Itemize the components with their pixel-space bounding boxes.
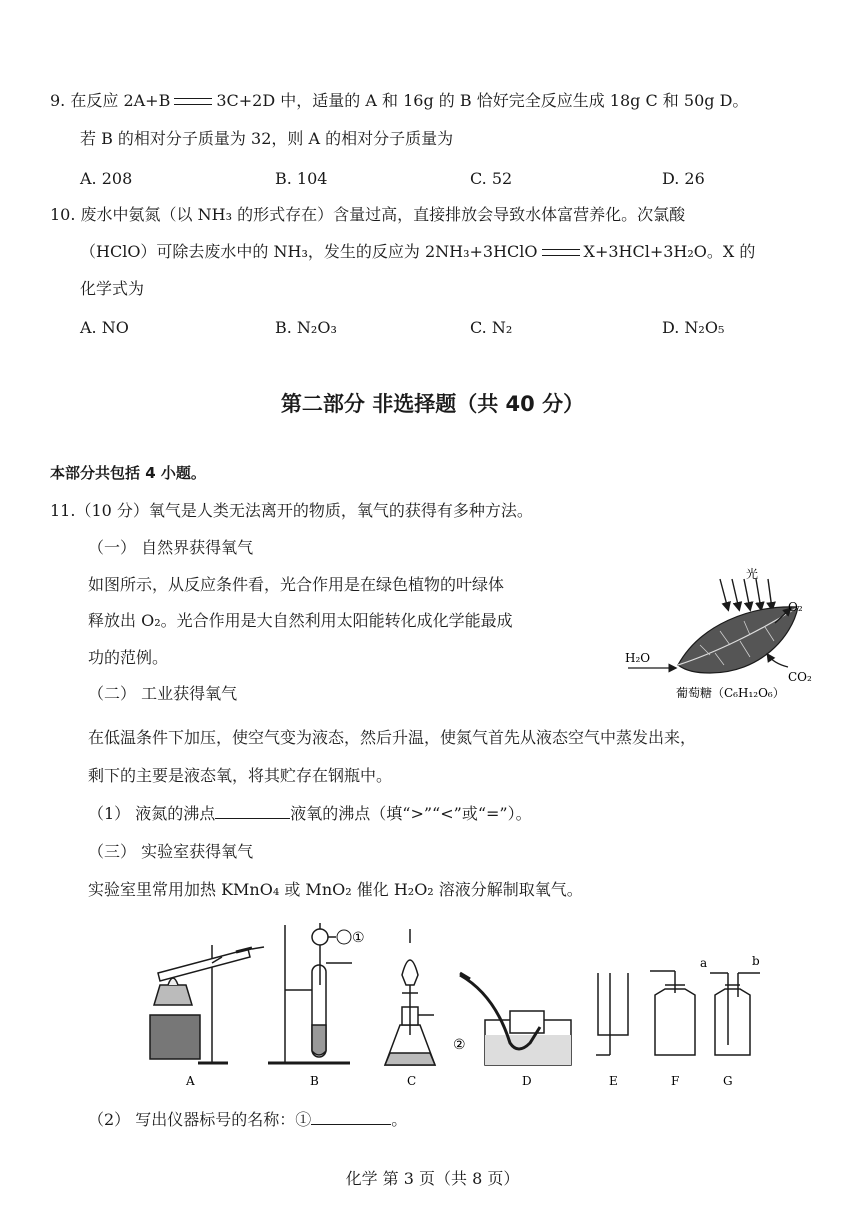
port-b-label: b (752, 954, 760, 968)
apparatus-d (460, 973, 571, 1065)
answer-blank-2[interactable] (311, 1124, 391, 1125)
q9-line1 (50, 93, 748, 109)
co2-arrow-icon (768, 655, 788, 667)
apparatus-label-g: G (723, 1074, 733, 1088)
glucose-label: 葡萄糖（C₆H₁₂O₆） (676, 686, 785, 700)
q11-intro: 11.（10 分）氧气是人类无法离开的物质，氧气的获得有多种方法。 (50, 501, 533, 520)
q11-part1-title: （一） 自然界获得氧气 (88, 538, 254, 557)
q10-line2-suffix: X+3HCl+3H₂O。X 的 (583, 242, 756, 261)
o2-label: O₂ (788, 600, 803, 614)
q9-line1-prefix: 9. 在反应 2A+B (50, 91, 171, 110)
q11-part1-line2: 释放出 O₂。光合作用是大自然利用太阳能转化成化学能最成 (88, 611, 513, 630)
q11-sub2-prefix: （2） 写出仪器标号的名称：① (88, 1110, 312, 1129)
apparatus-label-e: E (609, 1074, 618, 1088)
port-a-label: a (700, 956, 708, 970)
apparatus-label-a: A (186, 1074, 195, 1088)
marker-2: ② (453, 1037, 466, 1053)
apparatus-label-c: C (407, 1074, 417, 1088)
q11-part2-line2: 剩下的主要是液态氧，将其贮存在钢瓶中。 (88, 766, 393, 785)
q10-option-c[interactable]: C. N₂ (470, 318, 513, 337)
q11-part3-line1: 实验室里常用加热 KMnO₄ 或 MnO₂ 催化 H₂O₂ 溶液分解制取氧气。 (88, 880, 583, 899)
q11-sub1 (88, 806, 532, 822)
reaction-equals-sign-2 (542, 249, 580, 256)
marker-1: ① (352, 930, 365, 946)
apparatus-f (650, 971, 695, 1055)
light-label: 光 (746, 567, 759, 581)
photosynthesis-leaf-figure (620, 565, 825, 707)
q11-part2-title: （二） 工业获得氧气 (88, 684, 238, 703)
q10-line2-prefix: （HClO）可除去废水中的 NH₃，发生的反应为 2NH₃+3HClO (80, 242, 538, 261)
lab-apparatus-figure (140, 915, 780, 1095)
q9-line2: 若 B 的相对分子质量为 32，则 A 的相对分子质量为 (80, 129, 454, 148)
q9-option-b[interactable]: B. 104 (275, 169, 328, 188)
q11-sub2-suffix: 。 (391, 1110, 408, 1129)
q10-option-b[interactable]: B. N₂O₃ (275, 318, 337, 337)
q10-line1: 10. 废水中氨氮（以 NH₃ 的形式存在）含量过高，直接排放会导致水体富营养化。次氯酸 (50, 205, 686, 224)
q11-part1-line3: 功的范例。 (88, 648, 169, 667)
q10-line2 (80, 244, 755, 260)
answer-blank-1[interactable] (215, 818, 290, 819)
section-title: 第二部分 非选择题（共 40 分） (280, 392, 585, 416)
q11-sub2 (88, 1112, 407, 1128)
h2o-label: H₂O (625, 651, 651, 665)
apparatus-b (268, 923, 352, 1063)
q9-line1-suffix: 3C+2D 中，适量的 A 和 16g 的 B 恰好完全反应生成 18g C 和 50g D。 (216, 91, 749, 110)
apparatus-e (596, 973, 628, 1055)
q9-option-c[interactable]: C. 52 (470, 169, 513, 188)
co2-label: CO₂ (788, 670, 812, 684)
apparatus-c (385, 929, 435, 1065)
apparatus-label-b: B (310, 1074, 319, 1088)
q11-part2-line1: 在低温条件下加压，使空气变为液态，然后升温，使氮气首先从液态空气中蒸发出来， (88, 728, 697, 747)
q9-option-a[interactable]: A. 208 (80, 169, 133, 188)
apparatus-g (710, 973, 760, 1055)
q10-option-d[interactable]: D. N₂O₅ (662, 318, 725, 337)
apparatus-label-d: D (522, 1074, 532, 1088)
sunlight-arrows-icon (720, 579, 772, 609)
reaction-equals-sign (174, 98, 212, 105)
section-note: 本部分共包括 4 小题。 (50, 464, 206, 482)
apparatus-label-f: F (671, 1074, 680, 1088)
q11-part3-title: （三） 实验室获得氧气 (88, 842, 254, 861)
q11-sub1-suffix: 液氧的沸点（填“>”“<”或“=”）。 (290, 804, 532, 823)
q9-option-d[interactable]: D. 26 (662, 169, 705, 188)
q11-part1-line1: 如图所示，从反应条件看，光合作用是在绿色植物的叶绿体 (88, 575, 505, 594)
q10-line3: 化学式为 (80, 279, 145, 298)
q10-option-a[interactable]: A. NO (80, 318, 129, 337)
page-footer: 化学 第 3 页（共 8 页） (345, 1169, 520, 1188)
apparatus-a (150, 945, 264, 1063)
q11-sub1-prefix: （1） 液氮的沸点 (88, 804, 216, 823)
